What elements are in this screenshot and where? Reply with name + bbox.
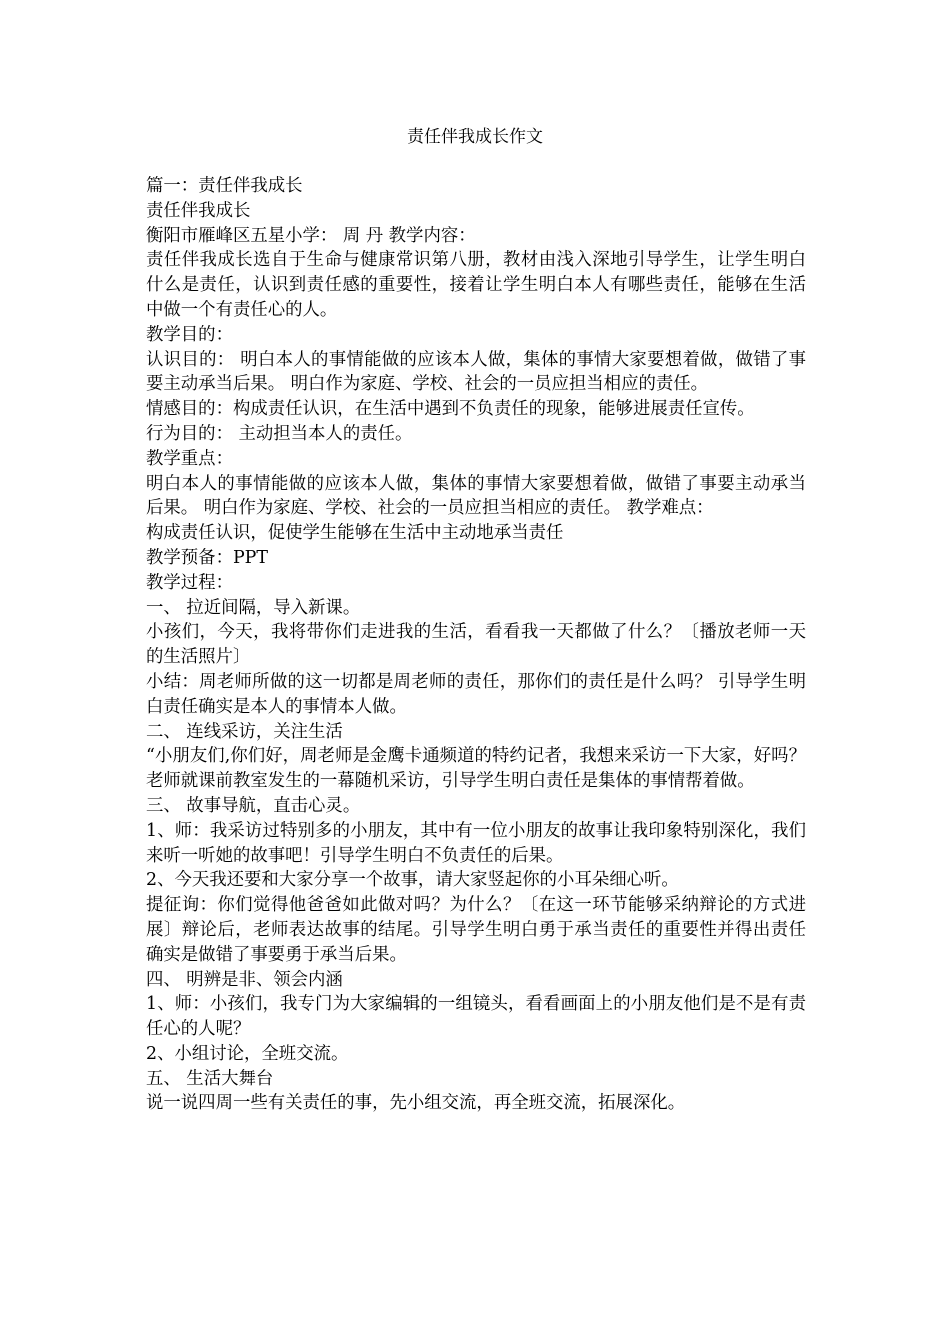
paragraph: 2、今天我还要和大家分享一个故事，请大家竖起你的小耳朵细心听。 xyxy=(146,870,679,891)
paragraph: 2、小组讨论，全班交流。 xyxy=(146,1043,349,1064)
document-title: 责任伴我成长作文 xyxy=(407,127,543,147)
document-body xyxy=(146,174,806,1116)
paragraph: 明白本人的事情能做的应该本人做，集体的事情大家要想着做，做错了事要主动承当后果。 明白作为家庭、学校、社会的一员应担当相应的责任。 教学难点： xyxy=(146,473,806,519)
paragraph: 教学预备：PPT xyxy=(146,547,268,568)
paragraph: 责任伴我成长选自于生命与健康常识第八册，教材由浅入深地引导学生，让学生明白什么是责任，认识到责任感的重要性，接着让学生明白本人有哪些责任，能够在生活中做一个有责任心的人。 xyxy=(146,250,806,320)
paragraph: 1、师：小孩们，我专门为大家编辑的一组镜头，看看画面上的小朋友他们是不是有责任心的人呢？ xyxy=(146,994,806,1040)
paragraph: 提征询：你们觉得他爸爸如此做对吗？为什么？〔在这一环节能够采纳辩论的方式进展〕辩论后，老师表达故事的结尾。引导学生明白勇于承当责任的重要性并得出责任确实是做错了事要勇于承当后果。 xyxy=(146,895,806,965)
paragraph: 四、 明辨是非、领会内涵 xyxy=(146,969,343,990)
paragraph: 认识目的： 明白本人的事情能做的应该本人做，集体的事情大家要想着做，做错了事要主动承当后果。 明白作为家庭、学校、社会的一员应担当相应的责任。 xyxy=(146,349,806,395)
paragraph: 行为目的： 主动担当本人的责任。 xyxy=(146,423,413,444)
paragraph: 一、 拉近间隔，导入新课。 xyxy=(146,597,361,618)
paragraph: 篇一：责任伴我成长 xyxy=(146,176,303,196)
paragraph: 衡阳市雁峰区五星小学： 周 丹 教学内容： xyxy=(146,225,476,246)
paragraph: 二、 连线采访，关注生活 xyxy=(146,721,343,742)
paragraph: “小朋友们,你们好，周老师是金鹰卡通频道的特约记者，我想来采访一下大家，好吗？老师就课前教室发生的一幕随机采访，引导学生明白责任是集体的事情帮着做。 xyxy=(146,746,806,792)
paragraph: 1、师：我采访过特别多的小朋友，其中有一位小朋友的故事让我印象特别深化，我们来听一听她的故事吧！引导学生明白不负责任的后果。 xyxy=(146,820,806,866)
paragraph: 情感目的：构成责任认识，在生活中遇到不负责任的现象，能够进展责任宣传。 xyxy=(146,399,755,420)
paragraph: 小孩们，今天，我将带你们走进我的生活，看看我一天都做了什么？〔播放老师一天的生活照片〕 xyxy=(146,622,806,668)
paragraph: 小结：周老师所做的这一切都是周老师的责任，那你们的责任是什么吗？ 引导学生明白责任确实是本人的事情本人做。 xyxy=(146,671,806,717)
paragraph: 五、 生活大舞台 xyxy=(146,1068,274,1089)
paragraph: 教学过程： xyxy=(146,572,233,593)
paragraph: 教学目的： xyxy=(146,324,233,345)
paragraph: 责任伴我成长 xyxy=(146,200,251,221)
paragraph: 三、 故事导航，直击心灵。 xyxy=(146,795,361,816)
paragraph: 教学重点： xyxy=(146,448,233,469)
paragraph: 说一说四周一些有关责任的事，先小组交流，再全班交流，拓展深化。 xyxy=(146,1093,686,1114)
paragraph: 构成责任认识，促使学生能够在生活中主动地承当责任 xyxy=(146,523,564,544)
